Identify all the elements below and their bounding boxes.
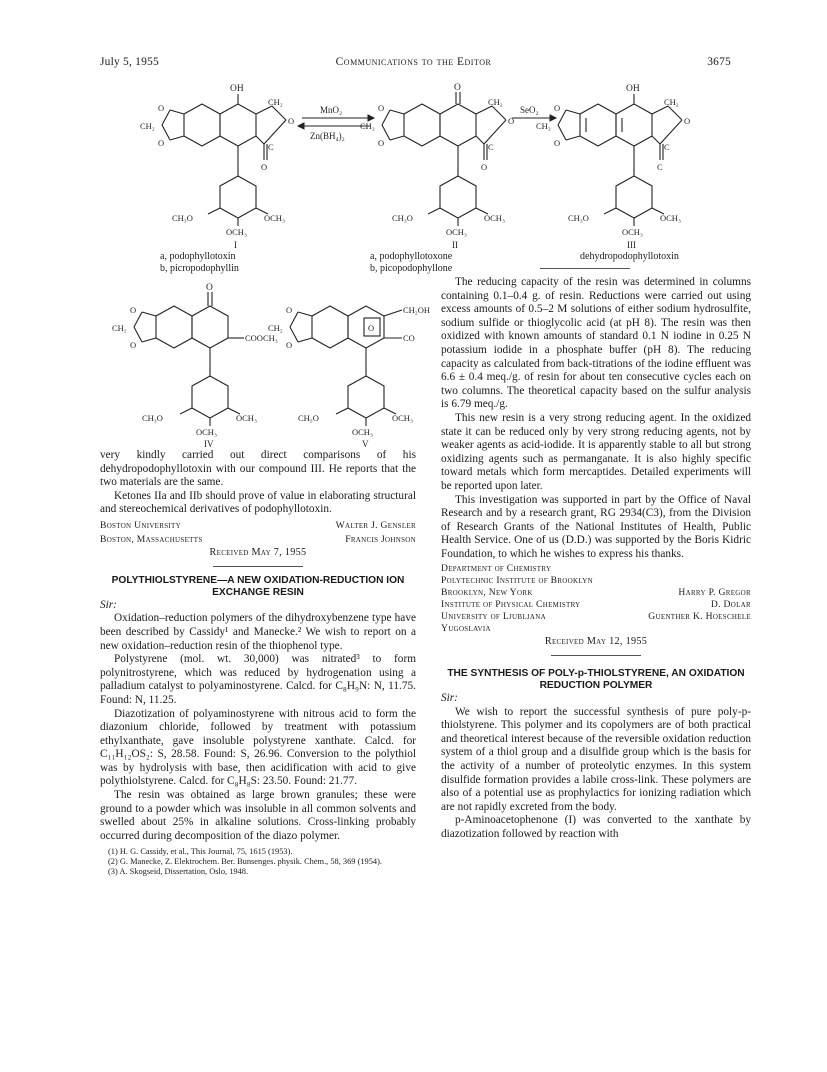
article-title-1: POLYTHIOLSTYRENE—A NEW OXIDATION-REDUCTION ION EXCHANGE RESIN [111,574,405,598]
struct-I-oh: OH [230,84,244,94]
aff2-row4 [441,599,751,611]
caption-I-a: a, podophyllotoxin [160,251,236,262]
left-p4: The resin was obtained as large brown granules; these were ground to a powder which was insoluble in all common solvents and swelled about 25% in alkaline solutions. Cross-linking probably occurred during decomposition of the diazo polymer. [100,789,416,842]
struct-II-ch2b: CH₂ [488,97,503,107]
struct-III-och3b: OCH₃ [622,227,643,237]
right-column [441,276,751,842]
caption-I-b: b, picropodophyllin [160,262,239,274]
struct-III-o1: O [554,103,561,113]
aff2-line1: Department of Chemistry [441,563,552,575]
aff2-line5-right: Guenther K. Hoeschele [648,611,751,623]
struct-IV-ch2: CH₂ [112,323,127,333]
right-p2: This new resin is a very strong reducing agent. In the oxidized state it can be reduced only by very strong reducing agents, not by weaker agents as acid-iodide. It is apparently stable to all but strong oxidizing agents such as permanganate. It is also highly specific toward metals which form mercaptides. Detailed experiments will be reported upon later. [441,411,751,492]
left-p2: Polystyrene (mol. wt. 30,000) was nitrated³ to form polynitrostyrene, which was reduced by hydrogenation using a palladium catalyst to polyaminostyrene. Calcd. for C₈H₉N: N, 11.75. Found: N, 11.25. [100,653,416,706]
struct-I-ch2b: CH₂ [268,97,283,107]
struct-IV-och3b: OCH₃ [196,427,217,437]
aff2-line6: Yugoslavia [441,623,491,635]
footnote-3: (3) A. Skogseid, Dissertation, Oslo, 1948. [108,867,249,877]
aff2-line3-right: Harry P. Gregor [678,587,751,599]
struct-V-o-ring: O [368,323,375,333]
right-p1: The reducing capacity of the resin was determined in columns containing 0.1–0.4 g. of resin. Reductions were carried out using excess amounts of 0.5–2 M solutions of either sodium hydrosulfite, sodium sulfide or thioglycolic acid (at pH 8). The resin was then oxidized with known amounts of standard 0.1 N iodine in 0.25 N potassium iodide in a phosphate buffer (pH 8). The reducing capacity as calculated from back-titrations of the iodine effluent was 6.6 ± 0.4 meq./g. of resin for about ten consecutive cycles each on two columns. The theoretical capacity based on the sulfur analysis is 6.79 meq./g. [441,276,751,411]
left-continuation: very kindly carried out direct comparisons of his dehydropodophyllotoxin with our compound III. He reports that the two materials are the same. [100,449,416,489]
received-date-2: Received May 12, 1955 [544,636,648,648]
caption-II-a: a, podophyllotoxone [370,251,453,262]
struct-V-ch3o: CH₃O [298,413,319,423]
struct-V-numeral: V [362,439,369,449]
struct-V-o2: O [286,340,293,350]
footnote-2: (2) G. Manecke, Z. Elektrochem. Ber. Bunsenges. physik. Chem., 58, 369 (1954). [108,857,382,867]
struct-IV-o-top: O [206,283,213,293]
arrow-znbh4: Zn(BH₄)₂ [310,131,345,141]
aff2-line3-left: Brooklyn, New York [441,587,533,599]
caption-II-b: b, picopodophyllone [370,262,453,274]
affiliation-1-right: Walter J. Gensler [335,519,416,531]
affiliation-2-left: Boston, Massachusetts [100,533,203,545]
right-p3: This investigation was supported in part by the Office of Naval Research and by a research grant, RG 2934(C3), from the Division of Research Grants of the National Institutes of Health, Public Health Service. One of us (D.D.) was supported by the Boris Kidric Foundation, to which he wishes to express his thanks. [441,493,751,560]
left-column [100,449,416,877]
right-p4: We wish to report the successful synthesis of pure poly-p-thiolstyrene. This polymer and its copolymers are of both practical and theoretical interest because of the reversible oxidation reduction system of a thiol group and a disulfide group which is the basis for the activity of a number of proteolytic enzymes. In this system disulfide formation provides a labile cross-link. These polymers are also of a potential use as prophylactics for ionizing radiation which are not rapidly excreted from the body. [441,705,751,813]
struct-I-o2: O [158,138,165,148]
struct-I-ch3o: CH₃O [172,213,193,223]
aff2-line4-right: D. Dolar [710,599,751,611]
struct-I-numeral: I [234,240,237,250]
struct-IV-o1: O [130,305,137,315]
struct-II-o3: O [508,116,515,126]
affiliation-row-2 [100,533,416,547]
structure-III [536,80,696,258]
struct-IV-och3a: OCH₃ [236,413,257,423]
aff2-row3 [441,587,751,599]
aff2-line5-left: University of Ljubljana [441,611,546,623]
struct-I-o3: O [288,116,295,126]
structure-V [268,280,431,452]
struct-I-ch2: CH₂ [140,121,155,131]
struct-IV-numeral: IV [204,439,214,449]
struct-IV-ch3o: CH₃O [142,413,163,423]
struct-I-c: C [268,142,274,152]
struct-III-ch2: CH₂ [536,121,551,131]
section-divider-1 [213,566,303,567]
struct-II-ch3o: CH₃O [392,213,413,223]
left-p3: Diazotization of polyaminostyrene with nitrous acid to form the diazonium chloride, followed by treatment with potassium ethylxanthate, gave insoluble polystyrene xanthate. Calcd. for C₁₁H₁₂OS₂: S, 28.58. Found: S, 26.96. Conversion to the polythiol was by hydrolysis with base, then acidification with acid to give polythiolstyrene. Calcd. for C₈H₈S: 23.50. Found: 21.77. [100,707,416,788]
aff2-line2: Polytechnic Institute of Brooklyn [441,575,593,587]
footnote-1: (1) H. G. Cassidy, et al., This Journal, 75, 1615 (1953). [108,847,293,857]
caption-II [370,251,510,274]
struct-I-och3b: OCH₃ [226,227,247,237]
structure-IV [112,280,278,452]
affiliation-row-1 [100,519,416,533]
section-divider-2 [551,655,641,656]
salutation-2: Sir: [441,692,458,705]
struct-I-och3a: OCH₃ [264,213,285,223]
caption-III: dehydropodophyllotoxin [580,251,679,262]
header-date: July 5, 1955 [100,56,159,68]
affiliation-2-right: Francis Johnson [345,533,416,545]
structure-II [360,80,520,258]
struct-II-och3b: OCH₃ [446,227,467,237]
struct-II-ch2: CH₂ [360,121,375,131]
left-para-ketones: Ketones IIa and IIb should prove of value in elaborating structural and stereochemical derivatives of podophyllotoxin. [100,489,416,516]
aff2-row5 [441,611,751,623]
structure-I [140,80,300,258]
footnotes [100,847,416,877]
struct-I-o1: O [158,103,165,113]
struct-III-oh: OH [626,84,640,94]
struct-V-och3b: OCH₃ [352,427,373,437]
struct-IV-o2: O [130,340,137,350]
salutation-1: Sir: [100,598,117,611]
left-p1: Oxidation–reduction polymers of the dihydroxybenzene type have been described by Cassidy¹ and Manecke.² We wish to report on a new oxidation–reduction resin of the thiophenol type. [100,612,416,652]
struct-III-o3: O [684,116,691,126]
article-title-2: THE SYNTHESIS OF POLY-p-THIOLSTYRENE, AN OXIDATION REDUCTION POLYMER [447,668,745,692]
struct-II-och3a: OCH₃ [484,213,505,223]
affiliation-1-left: Boston University [100,519,181,531]
struct-II-o-top: O [454,83,461,93]
right-p5: p-Aminoacetophenone (I) was converted to the xanthate by diazotization followed by reaction with [441,814,751,840]
struct-III-c2: C [657,162,663,172]
struct-II-o4: O [481,162,488,172]
struct-V-och3a: OCH₃ [392,413,413,423]
struct-III-och3a: OCH₃ [660,213,681,223]
header-section: Communications to the Editor [335,56,492,68]
struct-III-ch3o: CH₃O [568,213,589,223]
struct-II-numeral: II [452,240,458,250]
affiliation-block-2 [441,563,751,635]
struct-II-o1: O [378,103,385,113]
struct-II-o2: O [378,138,385,148]
struct-V-ch2: CH₂ [268,323,283,333]
struct-III-ch2b: CH₂ [664,97,679,107]
struct-V-o1: O [286,305,293,315]
struct-II-c: C [488,142,494,152]
structure-divider [540,268,630,269]
struct-V-co: CO [403,333,415,343]
arrow-mno2: MnO₂ [320,105,343,115]
struct-I-o4: O [261,162,268,172]
struct-V-ch2oh: CH₂OH [403,305,431,315]
arrow-seo2: SeO₂ [520,105,539,115]
struct-III-numeral: III [627,240,636,250]
header-page-number: 3675 [707,56,731,68]
struct-IV-cooch3: COOCH₃ [245,333,278,343]
aff2-line4-left: Institute of Physical Chemistry [441,599,581,611]
caption-I [160,251,290,274]
struct-III-o2: O [554,138,561,148]
received-date-1: Received May 7, 1955 [209,547,307,559]
struct-III-c: C [664,142,670,152]
